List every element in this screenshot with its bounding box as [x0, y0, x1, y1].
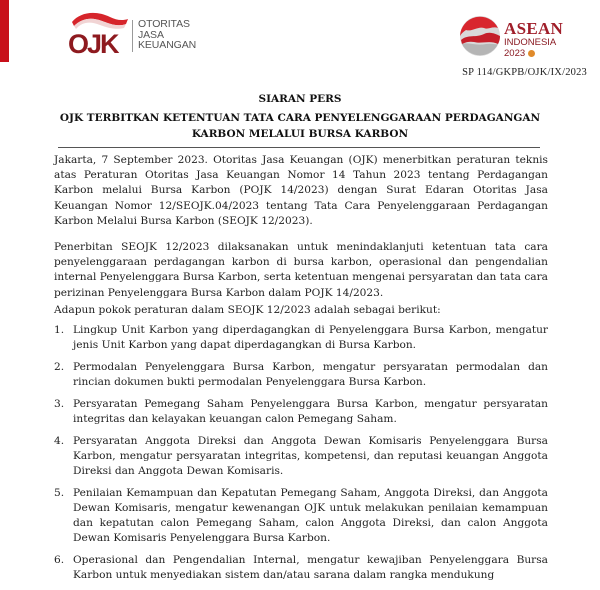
document-label: SIARAN PERS: [258, 93, 342, 105]
ojk-emblem-icon: [66, 8, 136, 58]
list-item-number: 2.: [54, 360, 65, 373]
paragraph-list-intro: Adapun pokok peraturan dalam SEOJK 12/2023 adalah sebagai berikut:: [54, 304, 441, 316]
list-item: [54, 360, 548, 390]
list-item-number: 3.: [54, 397, 65, 410]
list-item: [54, 434, 548, 480]
title-divider: [58, 147, 540, 148]
list-item-number: 6.: [54, 554, 65, 567]
ojk-wordmark-line: KEUANGAN: [138, 39, 197, 51]
list-item-text: Persyaratan Pemegang Saham Penyelenggara Bursa Karbon, mengatur persyaratan integritas dan kelayakan keuangan calon Pemegang Saham.: [73, 397, 548, 426]
asean-globe-icon: [458, 14, 502, 58]
asean-indonesia-logo: [458, 14, 598, 66]
reference-number: SP 114/GKPB/OJK/IX/2023: [462, 67, 587, 78]
list-item-text: Penilaian Kemampuan dan Kepatutan Pemegang Saham, Anggota Direksi, dan Anggota Dewan Komisaris, mengatur kewenangan OJK untuk melakukan penilaian kemampuan dan kepatutan calon Pemegang Saham, calon Anggota Direksi, dan calon Anggota Dewan Komisaris Penyelenggara Bursa Karbon.: [73, 486, 548, 545]
list-item-number: 4.: [54, 434, 65, 447]
list-item: [54, 553, 548, 583]
list-item-number: 1.: [54, 324, 65, 336]
asean-dot-icon: [528, 50, 535, 57]
paragraph-intro: Jakarta, 7 September 2023. Otoritas Jasa Keuangan (OJK) menerbitkan peraturan teknis atas Peraturan Otoritas Jasa Keuangan Nomor 14 Tahun 2023 tentang Perdagangan Karbon melalui Bursa Karbon (POJK 14/2023) dengan Surat Edaran Otoritas Jasa Keuangan Nomor 12/SEOJK.04/2023 tentang Tata Cara Penyelenggaraan Perdagangan Karbon Melalui Bursa Karbon (SEOJK 12/2023).: [54, 154, 548, 227]
list-item-text: Permodalan Penyelenggara Bursa Karbon, mengatur persyaratan permodalan dan rincian dokumen bukti permodalan Penyelenggara Bursa Karbon.: [73, 360, 548, 389]
asean-title: ASEAN: [504, 19, 564, 38]
ojk-wordmark-line: JASA: [138, 28, 164, 41]
list-item-text: Operasional dan Pengendalian Internal, mengatur kewajiban Penyelenggara Bursa Karbon untuk menyediakan sistem dan/atau sarana dalam rangka mendukung: [73, 554, 548, 582]
list-item: [54, 397, 548, 427]
list-item: [54, 323, 548, 353]
paragraph-purpose: Penerbitan SEOJK 12/2023 dilaksanakan untuk menindaklanjuti ketentuan tata cara penyelenggaraan perdagangan karbon di bursa karbon, operasional dan pengendalian internal Penyelenggara Bursa Karbon, serta ketentuan mengenai persyaratan dan tata cara perizinan Penyelenggara Bursa Karbon dalam POJK 14/2023.: [54, 241, 548, 299]
asean-subtitle: INDONESIA: [504, 37, 557, 48]
ojk-wordmark: [138, 19, 196, 51]
svg-text:OJK: OJK: [68, 29, 118, 58]
document-title-line: OJK TERBITKAN KETENTUAN TATA CARA PENYELENGGARAAN PERDAGANGAN: [59, 112, 541, 124]
list-item-number: 5.: [54, 486, 65, 499]
ojk-logo: [66, 8, 206, 58]
document-title-line: KARBON MELALUI BURSA KARBON: [191, 128, 409, 140]
regulation-points-list: [54, 323, 548, 590]
asean-year: 2023: [504, 48, 526, 59]
ojk-wordmark-line: OTORITAS: [138, 18, 190, 30]
list-item-text: Persyaratan Anggota Direksi dan Anggota Dewan Komisaris Penyelenggara Bursa Karbon, mengatur persyaratan integritas, kompetensi, dan reputasi keuangan Anggota Direksi dan Anggota Dewan Komisaris.: [73, 434, 548, 478]
asean-wordmark: [504, 20, 563, 59]
document-title: [0, 110, 600, 142]
brand-accent-bar: [0, 0, 9, 62]
logo-divider: [132, 20, 133, 52]
list-item-text: Lingkup Unit Karbon yang diperdagangkan di Penyelenggara Bursa Karbon, mengatur jenis Unit Karbon yang dapat diperdagangkan di Bursa Karbon.: [73, 324, 548, 352]
list-item: [54, 486, 548, 547]
